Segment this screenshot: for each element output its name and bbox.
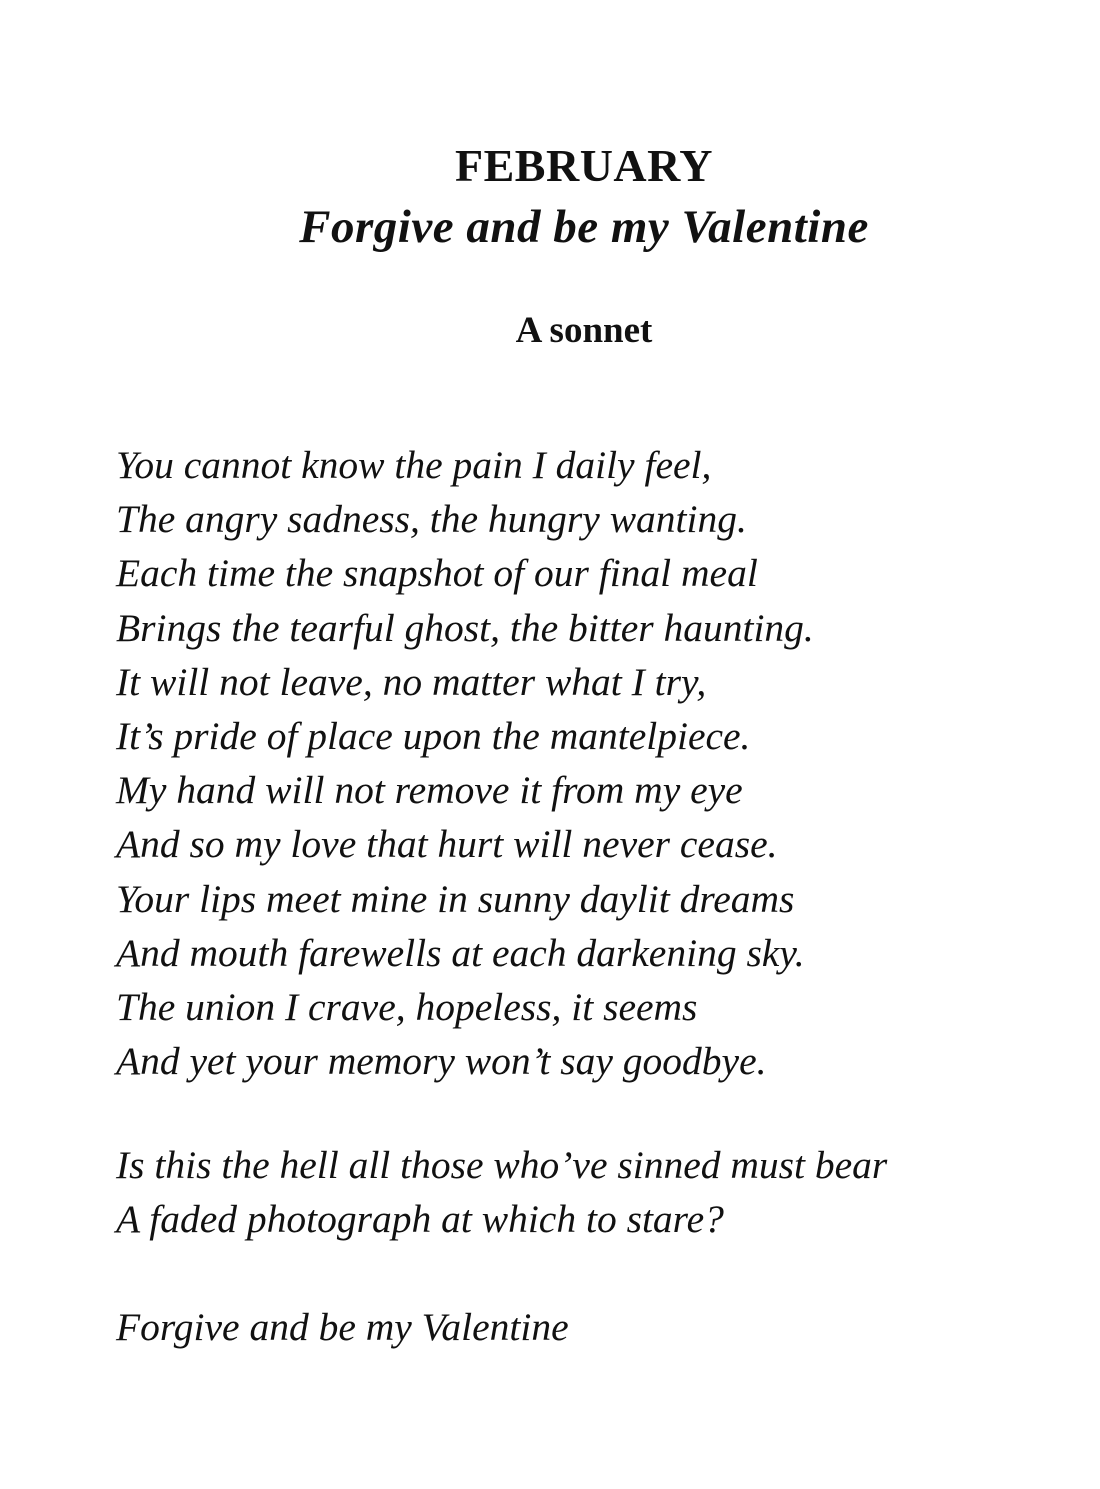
poem-form-label: A sonnet bbox=[515, 310, 653, 351]
poem-line: It’s pride of place upon the mantelpiece. bbox=[116, 713, 751, 758]
poem-quatrains bbox=[116, 438, 814, 1088]
poem-line: A faded photograph at which to stare? bbox=[116, 1197, 724, 1242]
poem-line: The angry sadness, the hungry wanting. bbox=[116, 497, 747, 542]
poem-line: The union I crave, hopeless, it seems bbox=[116, 984, 698, 1029]
poem-line: Is this the hell all those who’ve sinned must bear bbox=[116, 1143, 888, 1187]
poem-couplet bbox=[116, 1138, 887, 1246]
poem-line: Brings the tearful ghost, the bitter haunting. bbox=[116, 605, 814, 650]
poem-subtitle: Forgive and be my Valentine bbox=[299, 201, 869, 253]
poem-refrain-line: Forgive and be my Valentine bbox=[116, 1305, 569, 1349]
poem-line: Your lips meet mine in sunny daylit dreams bbox=[116, 876, 795, 921]
poem-line: And mouth farewells at each darkening sky. bbox=[116, 930, 805, 975]
poem-line: And yet your memory won’t say goodbye. bbox=[116, 1039, 767, 1084]
poem-line: And so my love that hurt will never cease. bbox=[116, 822, 778, 867]
month-title: FEBRUARY bbox=[455, 140, 713, 191]
poem-line: My hand will not remove it from my eye bbox=[116, 768, 743, 813]
poem-line: Each time the snapshot of our final meal bbox=[116, 551, 758, 596]
poem-line: You cannot know the pain I daily feel, bbox=[116, 443, 712, 487]
poem-refrain bbox=[116, 1300, 569, 1354]
poem-line: It will not leave, no matter what I try, bbox=[116, 659, 707, 704]
